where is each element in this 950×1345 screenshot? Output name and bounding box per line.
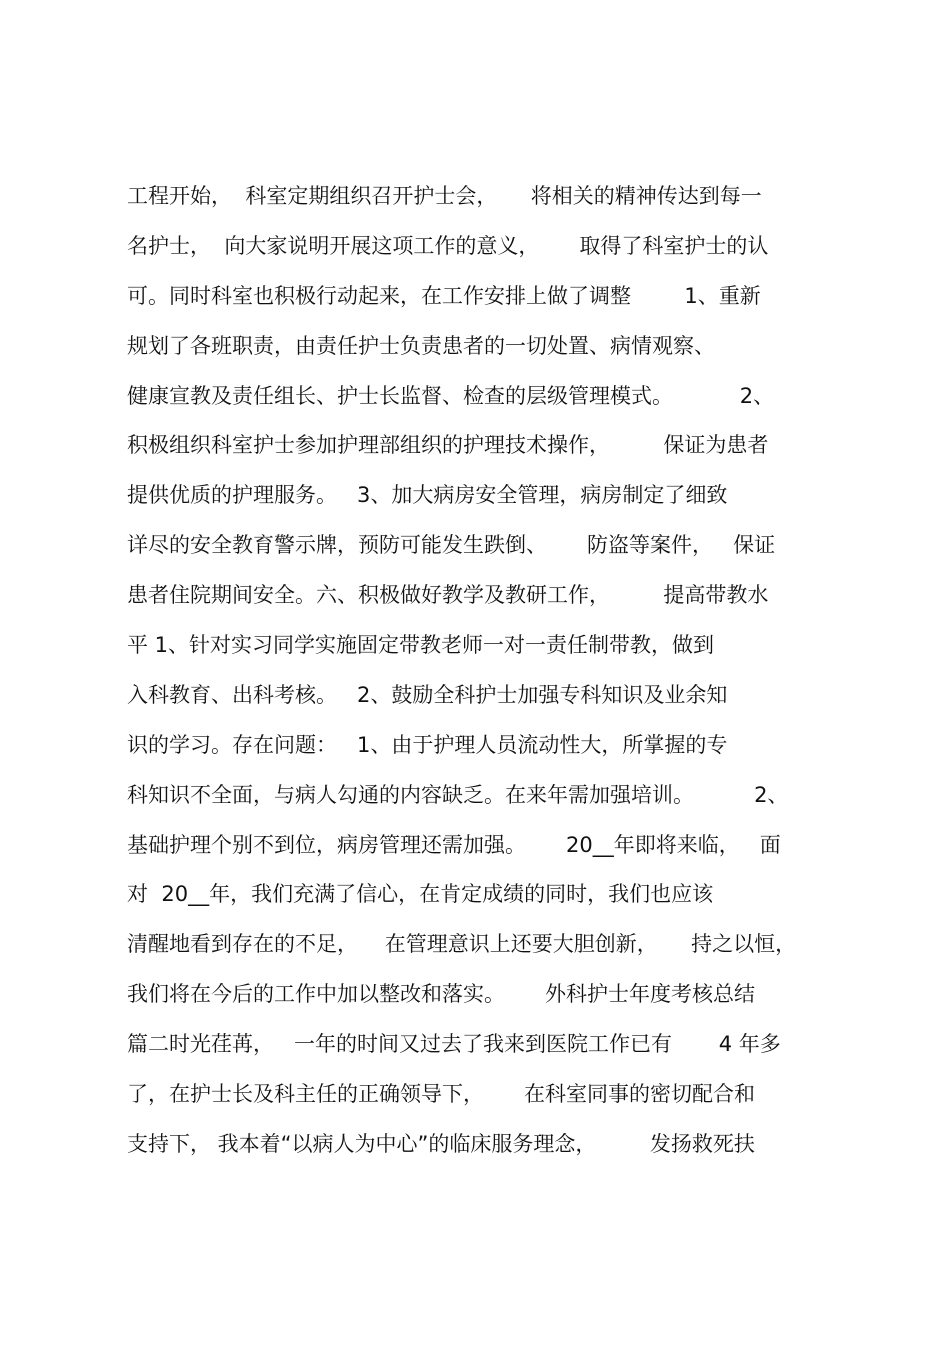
body-text: [127, 172, 837, 1170]
text-line-17: 我们将在今后的工作中加以整改和落实。 外科护士年度考核总结: [127, 982, 756, 1007]
text-line-6: 积极组织科室护士参加护理部组织的护理技术操作， 保证为患者: [127, 433, 769, 458]
text-line-16: 清醒地看到存在的不足， 在管理意识上还要大胆创新， 持之以恒，: [127, 932, 797, 957]
text-line-13: 科知识不全面，与病人勾通的内容缺乏。在来年需加强培训。 2、: [127, 782, 789, 807]
text-line-3: 可。同时科室也积极行动起来，在工作安排上做了调整 1、重新: [127, 283, 761, 308]
text-line-4: 规划了各班职责，由责任护士负责患者的一切处置、病情观察、: [127, 333, 715, 358]
text-line-1: 工程开始， 科室定期组织召开护士会， 将相关的精神传达到每一: [127, 184, 762, 208]
text-line-18: 篇二时光荏苒， 一年的时间又过去了我来到医院工作已有 4 年多: [127, 1032, 781, 1057]
text-line-7: 提供优质的护理服务。 3、加大病房安全管理，病房制定了细致: [127, 483, 728, 508]
text-line-12: 识的学习。存在问题： 1、由于护理人员流动性大，所掌握的专: [127, 732, 728, 757]
text-line-19: 了，在护士长及科主任的正确领导下， 在科室同事的密切配合和: [127, 1082, 756, 1107]
text-line-14: 基础护理个别不到位，病房管理还需加强。 20__年即将来临， 面: [127, 832, 781, 857]
text-line-20: 支持下， 我本着“以病人为中心”的临床服务理念， 发扬救死扶: [127, 1131, 755, 1156]
text-line-2: 名护士， 向大家说明开展这项工作的意义， 取得了科室护士的认: [127, 233, 769, 258]
text-line-8: 详尽的安全教育警示牌，预防可能发生跌倒、 防盗等案件， 保证: [127, 533, 776, 558]
text-line-11: 入科教育、出科考核。 2、鼓励全科护士加强专科知识及业余知: [127, 682, 728, 707]
text-line-9: 患者住院期间安全。六、积极做好教学及教研工作， 提高带教水: [127, 583, 769, 608]
text-line-5: 健康宣教及责任组长、护士长监督、检查的层级管理模式。 2、: [127, 383, 775, 408]
text-line-15: 对 20__年，我们充满了信心，在肯定成绩的同时，我们也应该: [127, 882, 714, 907]
text-line-10: 平 1、针对实习同学实施固定带教老师一对一责任制带教，做到: [127, 633, 715, 658]
